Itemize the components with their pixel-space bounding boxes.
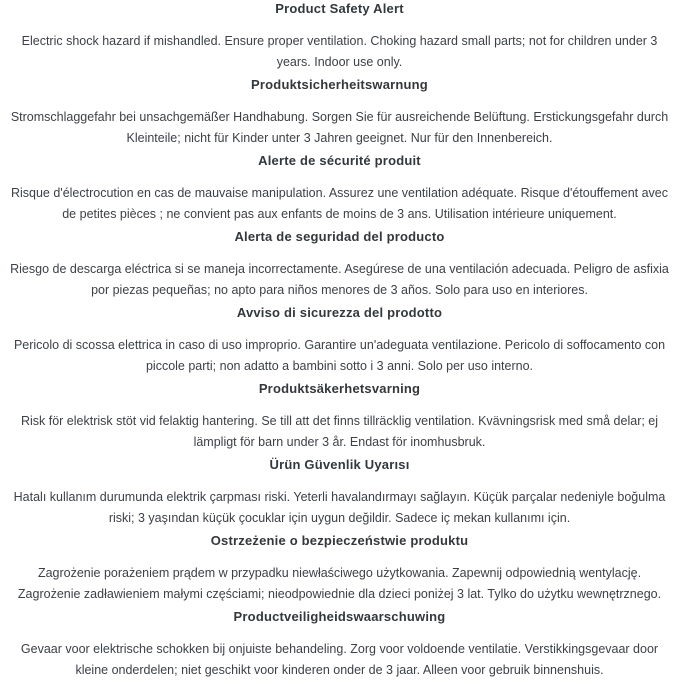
- section-body: Risque d'électrocution en cas de mauvaise manipulation. Assurez une ventilation adéquate. Risque d'étouffement avec de petites pièces ; ne convient pas aux enfants de moins de 3 ans. Utilisation intérieure uniquement.: [10, 186, 669, 221]
- safety-section-english: [6, 2, 673, 73]
- section-heading: Avviso di sicurezza del prodotto: [236, 305, 443, 320]
- section-body: Gevaar voor elektrische schokken bij onjuiste behandeling. Zorg voor voldoende ventilatie. Verstikkingsgevaar door kleine onderdelen; niet geschikt voor kinderen onder de 3 jaar. Alleen voor gebruik binnenshuis.: [20, 642, 659, 677]
- section-body: Stromschlaggefahr bei unsachgemäßer Handhabung. Sorgen Sie für ausreichende Belüftung. Erstickungsgefahr durch Kleinteile; nicht für Kinder unter 3 Jahren geeignet. Nur für den Innenbereich.: [10, 110, 669, 145]
- section-heading: Ürün Güvenlik Uyarısı: [269, 457, 410, 472]
- section-body: Hatalı kullanım durumunda elektrik çarpması riski. Yeterli havalandırmayı sağlayın. Küçük parçalar nedeniyle boğulma riski; 3 yaşından küçük çocuklar için uygun değildir. Sadece iç mekan kullanımı için.: [13, 490, 666, 525]
- section-heading: Produktsicherheitswarnung: [251, 77, 428, 92]
- section-heading: Produktsäkerhetsvarning: [258, 381, 421, 396]
- safety-section-german: [6, 78, 673, 149]
- safety-section-spanish: [6, 230, 673, 301]
- section-body: Electric shock hazard if mishandled. Ensure proper ventilation. Choking hazard small parts; not for children under 3 years. Indoor use only.: [21, 34, 658, 69]
- safety-section-swedish: [6, 382, 673, 453]
- section-body: Zagrożenie porażeniem prądem w przypadku niewłaściwego użytkowania. Zapewnij odpowiednią wentylację. Zagrożenie zadławieniem małymi częściami; nieodpowiednie dla dzieci poniżej 3 lat. Tylko do użytku wewnętrznego.: [17, 566, 662, 601]
- section-body: Riesgo de descarga eléctrica si se maneja incorrectamente. Asegúrese de una ventilación adecuada. Peligro de asfixia por piezas pequeñas; no apto para niños menores de 3 años. Solo para uso en interiores.: [10, 262, 669, 297]
- section-heading: Ostrzeżenie o bezpieczeństwie produktu: [210, 533, 469, 548]
- section-body: Pericolo di scossa elettrica in caso di uso improprio. Garantire un'adeguata ventilazione. Pericolo di soffocamento con piccole parti; non adatto a bambini sotto i 3 anni. Solo per uso interno.: [13, 338, 666, 373]
- safety-section-dutch: [6, 610, 673, 681]
- section-body: Risk för elektrisk stöt vid felaktig hantering. Se till att det finns tillräcklig ventilation. Kvävningsrisk med små delar; ej lämpligt för barn under 3 år. Endast för inomhusbruk.: [20, 414, 659, 449]
- safety-section-french: [6, 154, 673, 225]
- safety-section-turkish: [6, 458, 673, 529]
- section-heading: Product Safety Alert: [275, 1, 404, 16]
- section-heading: Alerte de sécurité produit: [258, 153, 421, 168]
- section-heading: Productveiligheidswaarschuwing: [233, 609, 446, 624]
- safety-section-italian: [6, 306, 673, 377]
- section-heading: Alerta de seguridad del producto: [234, 229, 445, 244]
- safety-section-polish: [6, 534, 673, 605]
